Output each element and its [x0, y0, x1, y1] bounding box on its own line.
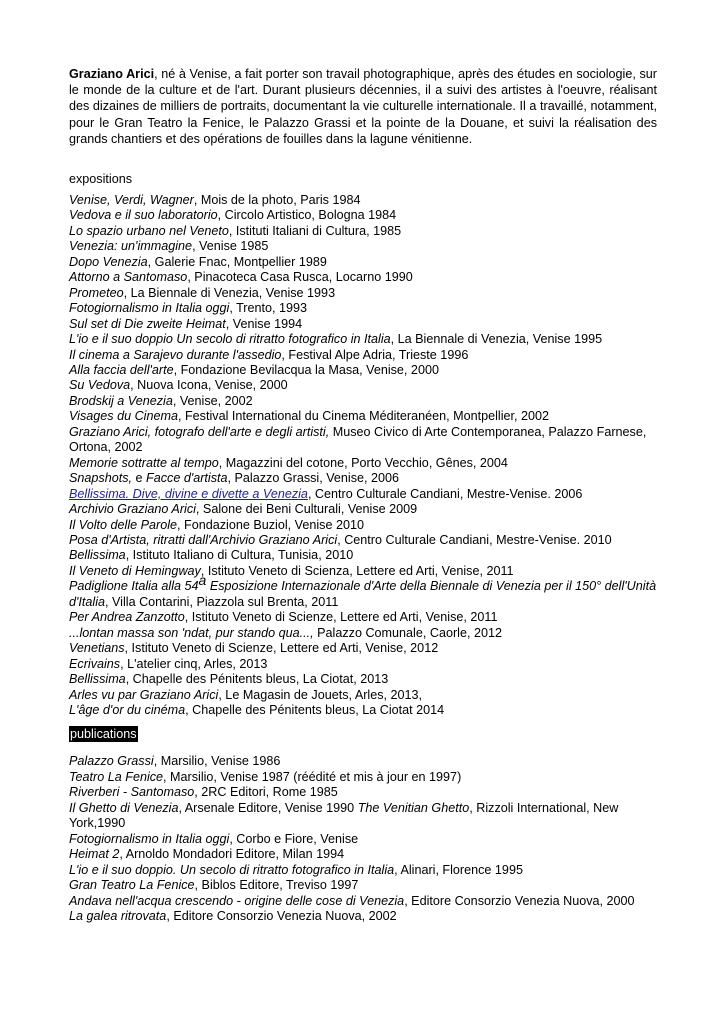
item-title: Teatro La Fenice: [69, 769, 164, 784]
expositions-item: [69, 518, 657, 533]
expositions-item: [69, 610, 657, 625]
item-details: , Arsenale Editore, Venise 1990: [178, 800, 358, 815]
expositions-item: [69, 688, 657, 703]
item-details: , Trento, 1993: [229, 301, 308, 316]
item-title: Lo spazio urbano nel Veneto: [69, 223, 229, 238]
item-title: Heimat 2: [69, 847, 120, 862]
publications-item: [69, 878, 657, 893]
item-details: , Istituti Italiani di Cultura, 1985: [228, 223, 402, 238]
item-title: Visages du Cinema: [69, 409, 178, 424]
item-details: e: [132, 471, 147, 486]
item-details: Palazzo Comunale, Caorle, 2012: [313, 625, 502, 640]
item-title: Gran Teatro La Fenice: [69, 878, 195, 893]
item-title: Memorie sottratte al tempo: [69, 455, 219, 470]
item-details: , Chapelle des Pénitents bleus, La Ciotat, 2013: [125, 672, 389, 687]
document-page: [69, 66, 657, 924]
item-title: Il Veneto di Hemingway: [69, 563, 201, 578]
expositions-item: [69, 672, 657, 687]
item-title: Palazzo Grassi: [69, 754, 154, 769]
expositions-item: [69, 471, 657, 486]
item-details: , Istituto Veneto di Scienza, Lettere ed Arti, Venise, 2011: [200, 563, 514, 578]
expositions-item: [69, 239, 657, 254]
item-details: , Venise, 2002: [172, 393, 253, 408]
expositions-item: [69, 286, 657, 301]
item-details: , Le Magasin de Jouets, Arles, 2013,: [218, 687, 423, 702]
item-title: Posa d'Artista, ritratti dall'Archivio Graziano Arici: [69, 532, 338, 547]
item-details: , Mois de la photo, Paris 1984: [193, 193, 361, 208]
item-details: , Istituto Italiano di Cultura, Tunisia, 2010: [125, 548, 354, 563]
item-title: Il Ghetto di Venezia: [69, 800, 179, 815]
item-title: Arles vu par Graziano Arici: [69, 687, 219, 702]
item-title-secondary: Esposizione Internazionale d'Arte della Biennale di Venezia per il 150° dell'Unità d'Italia: [69, 579, 657, 609]
item-title: Snapshots,: [69, 471, 133, 486]
expositions-item: [69, 348, 657, 363]
publications-item: [69, 909, 657, 924]
item-title: La galea ritrovata: [69, 908, 167, 923]
item-details: , Circolo Artistico, Bologna 1984: [217, 208, 397, 223]
item-details: , Editore Consorzio Venezia Nuova, 2000: [404, 893, 635, 908]
expositions-item: [69, 703, 657, 718]
item-title: Il cinema a Sarajevo durante l'assedio: [69, 347, 282, 362]
expositions-item: [69, 409, 657, 424]
item-details: , Centro Culturale Candiani, Mestre-Venise. 2006: [307, 486, 583, 501]
item-title: Bellissima: [69, 672, 126, 687]
item-title: Andava nell'acqua crescendo - origine delle cose di Venezia: [69, 893, 405, 908]
expositions-list: [69, 193, 657, 718]
item-details-secondary: , Palazzo Grassi, Venise, 2006: [227, 471, 400, 486]
item-title: Fotogiornalismo in Italia oggi: [69, 831, 230, 846]
publications-item: [69, 863, 657, 878]
expositions-item: [69, 224, 657, 239]
item-details: , Festival International du Cinema Méditeranéen, Montpellier, 2002: [177, 409, 550, 424]
item-title: Venezia: un'immagine: [69, 239, 193, 254]
expositions-item: [69, 533, 657, 548]
expositions-item: [69, 394, 657, 409]
publications-item: [69, 832, 657, 847]
expositions-item: [69, 487, 657, 502]
publications-item: [69, 801, 657, 832]
item-details: , La Biennale di Venezia, Venise 1993: [123, 285, 336, 300]
expositions-item: [69, 363, 657, 378]
publications-item: [69, 770, 657, 785]
item-title: Brodskij a Venezia: [69, 393, 173, 408]
author-name: Graziano Arici: [69, 67, 155, 81]
item-details: , Editore Consorzio Venezia Nuova, 2002: [166, 908, 397, 923]
item-title: Prometeo: [69, 285, 124, 300]
expositions-item: [69, 317, 657, 332]
item-details: , Nuova Icona, Venise, 2000: [130, 378, 288, 393]
item-title: Su Vedova: [69, 378, 131, 393]
item-details: , Centro Culturale Candiani, Mestre-Venise. 2010: [337, 532, 612, 547]
item-superscript: a: [198, 572, 207, 589]
item-details: , Galerie Fnac, Montpellier 1989: [147, 254, 327, 269]
expositions-heading: expositions: [69, 172, 133, 187]
expositions-item: [69, 208, 657, 223]
publications-item: [69, 754, 657, 769]
item-title: Graziano Arici, fotografo dell'arte e degli artisti,: [69, 424, 330, 439]
expositions-item: [69, 301, 657, 316]
item-title-secondary: The Venitian Ghetto: [357, 800, 470, 815]
item-title: Il Volto delle Parole: [69, 517, 178, 532]
expositions-item: [69, 270, 657, 285]
item-details: , Venise 1994: [225, 316, 303, 331]
item-details: , Istituto Veneto di Scienze, Lettere ed Arti, Venise, 2011: [184, 610, 498, 625]
expositions-item: [69, 425, 657, 456]
item-details: , Arnoldo Mondadori Editore, Milan 1994: [119, 847, 345, 862]
expositions-item: [69, 378, 657, 393]
item-details: , Alinari, Florence 1995: [394, 862, 523, 877]
item-details: , Salone dei Beni Culturali, Venise 2009: [195, 502, 418, 517]
item-title-secondary: Facce d'artista: [146, 471, 228, 486]
expositions-item: [69, 657, 657, 672]
expositions-item: [69, 332, 657, 347]
item-details: , La Biennale di Venezia, Venise 1995: [390, 332, 603, 347]
item-details: , Venise 1985: [192, 239, 269, 254]
item-title: Bellissima: [69, 548, 126, 563]
item-title: L'io e il suo doppio. Un secolo di ritratto fotografico in Italia: [69, 862, 395, 877]
item-title: L'âge d'or du cinéma: [69, 702, 186, 717]
expositions-item: [69, 641, 657, 656]
item-details: , Istituto Veneto di Scienze, Lettere ed Arti, Venise, 2012: [124, 641, 439, 656]
publications-item: [69, 894, 657, 909]
item-title: Vedova e il suo laboratorio: [69, 208, 218, 223]
item-title: Venise, Verdi, Wagner: [69, 193, 194, 208]
publications-list: [69, 754, 657, 924]
item-title: L'io e il suo doppio Un secolo di ritratto fotografico in Italia: [69, 332, 391, 347]
item-title: Fotogiornalismo in Italia oggi: [69, 301, 230, 316]
item-details: , Marsilio, Venise 1986: [153, 754, 281, 769]
expositions-item: [69, 502, 657, 517]
item-details: , Biblos Editore, Treviso 1997: [194, 878, 359, 893]
item-title: ...lontan massa son 'ndat, pur stando qua...,: [69, 625, 314, 640]
item-title: Alla faccia dell'arte: [69, 363, 174, 377]
item-details: , L'atelier cinq, Arles, 2013: [120, 656, 268, 671]
item-title: Padiglione Italia alla 54: [69, 579, 199, 594]
item-title: Per Andrea Zanzotto: [69, 610, 185, 625]
publications-heading: publications: [70, 727, 137, 742]
biography-text: , né à Venise, a fait porter son travail photographique, après des études en sociologie, sur le monde de la culture et de l'art. Durant plusieurs décennies, il a suivi des artistes à l'oeuvre, réalisant des dizaines de milliers de portraits, documentant la vie culturelle internationale. Il a travaillé, notamment, pour le Gran Teatro la Fenice, le Palazzo Grassi et la pointe de la Douane, et suivi la réalisation des grands chantiers et des opérations de fouilles dans la lagune vénitienne.: [69, 67, 657, 146]
item-details: , Corbo e Fiore, Venise: [229, 831, 359, 846]
item-details-secondary: , Villa Contarini, Piazzola sul Brenta, 2011: [105, 594, 339, 609]
item-details: , Pinacoteca Casa Rusca, Locarno 1990: [187, 270, 413, 285]
item-title: Riverberi - Santomaso: [69, 785, 195, 800]
item-details-secondary: , Rizzoli International, New York,1990: [69, 800, 619, 831]
expositions-item: [69, 255, 657, 270]
item-details: , Festival Alpe Adria, Trieste 1996: [281, 347, 469, 362]
expositions-item: [69, 572, 657, 610]
item-details: , Marsilio, Venise 1987 (réédité et mis à jour en 1997): [163, 769, 462, 784]
expositions-item: [69, 456, 657, 471]
item-details: Museo Civico di Arte Contemporanea, Palazzo Farnese, Ortona, 2002: [69, 424, 647, 455]
item-details: , Magazzini del cotone, Porto Vecchio, Gênes, 2004: [218, 455, 508, 470]
item-details: , Fondazione Bevilacqua la Masa, Venise, 2000: [173, 363, 439, 377]
biography-paragraph: [69, 66, 657, 147]
expositions-item: [69, 548, 657, 563]
item-title: Ecrivains: [69, 656, 121, 671]
item-details: , 2RC Editori, Rome 1985: [194, 785, 338, 800]
expositions-item: [69, 626, 657, 641]
publications-item: [69, 785, 657, 800]
publications-item: [69, 847, 657, 862]
item-title: Dopo Venezia: [69, 254, 148, 269]
item-title: Archivio Graziano Arici: [69, 502, 196, 517]
item-title: Venetians: [69, 641, 125, 656]
item-details: , Fondazione Buziol, Venise 2010: [177, 517, 364, 532]
expositions-item: [69, 193, 657, 208]
item-title: Sul set di Die zweite Heimat: [69, 316, 226, 331]
expositions-item: [69, 564, 657, 579]
item-title-link[interactable]: Bellissima. Dive, divine e divette a Venezia: [69, 486, 308, 501]
item-title: Attorno a Santomaso: [69, 270, 188, 285]
item-details: , Chapelle des Pénitents bleus, La Ciotat 2014: [185, 702, 445, 717]
